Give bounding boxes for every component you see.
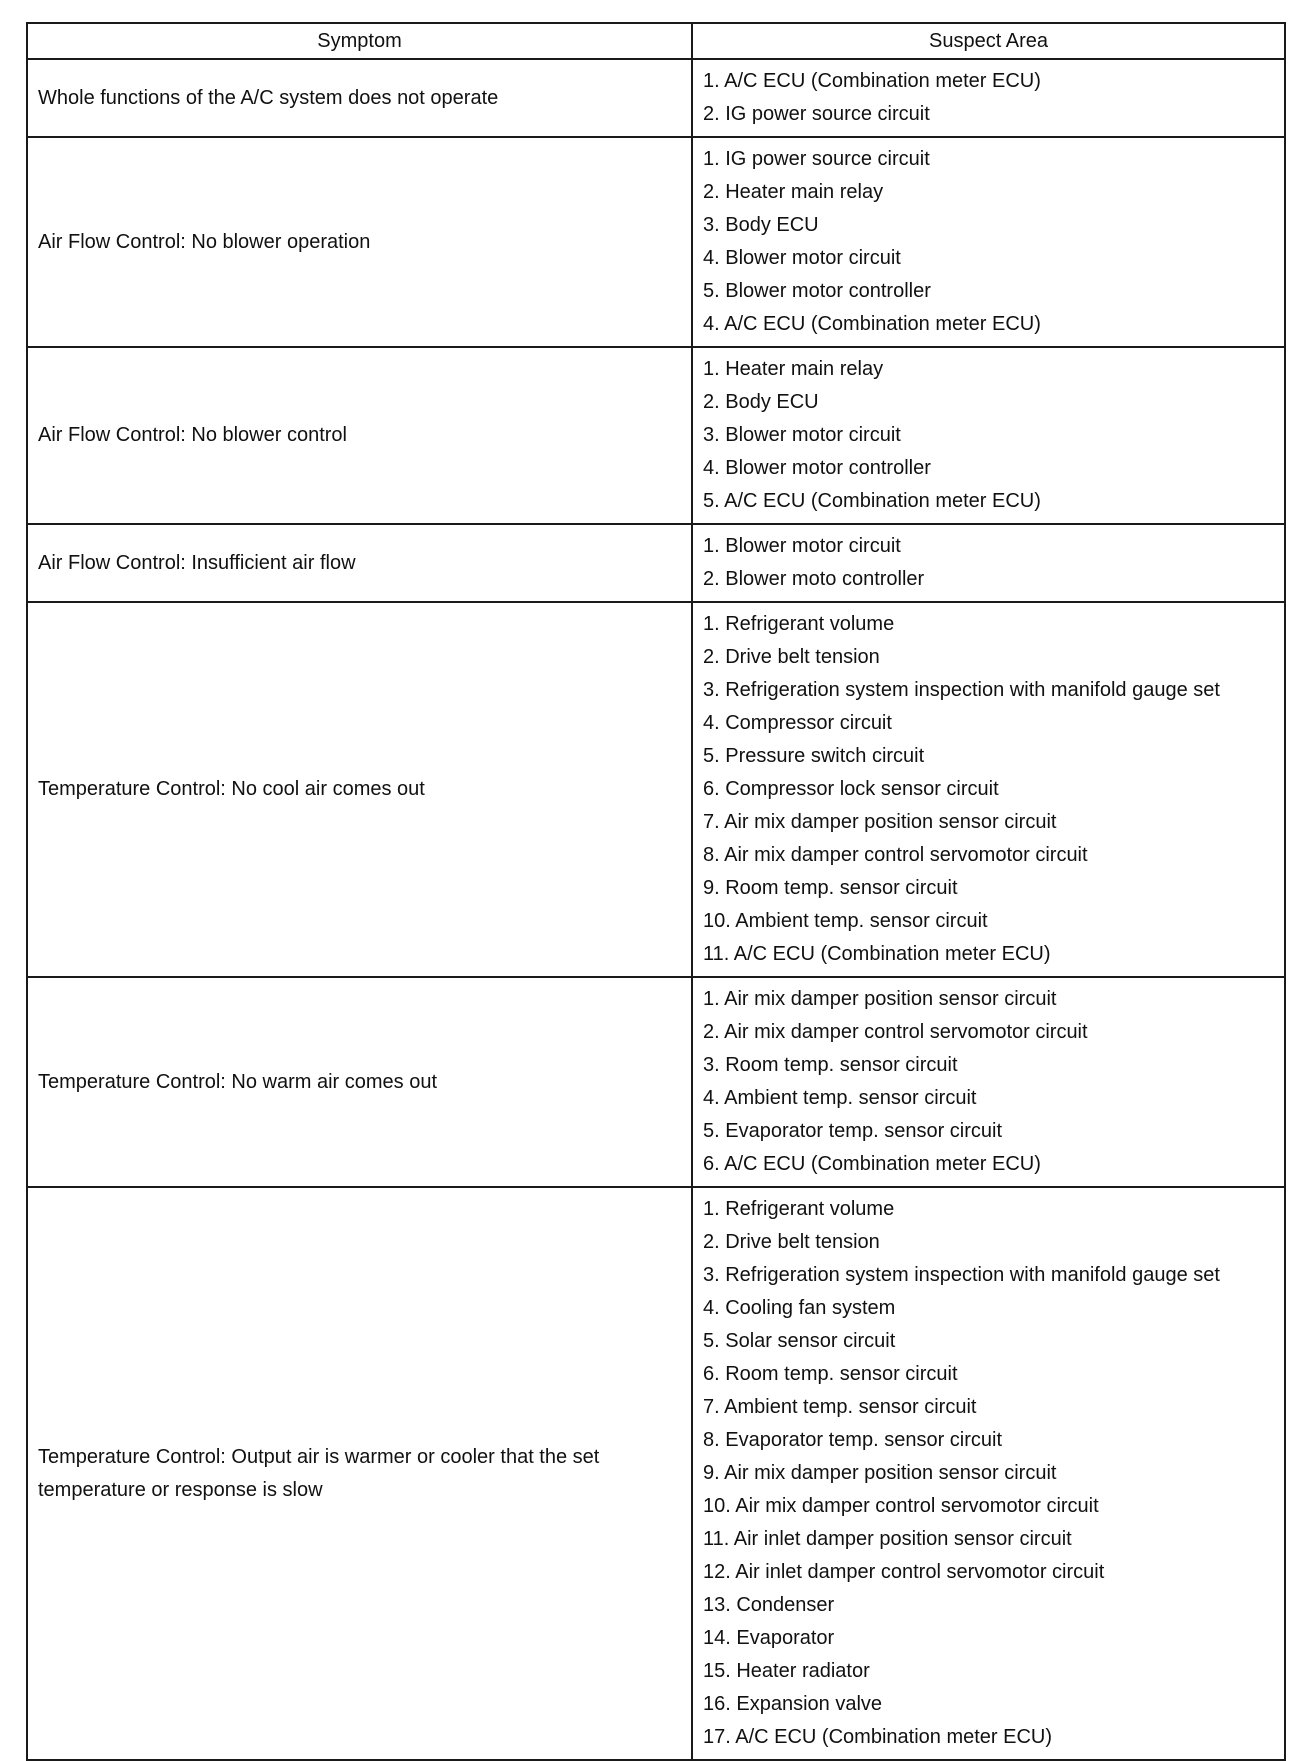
table-row xyxy=(27,59,1285,137)
suspect-area-item: 4. Ambient temp. sensor circuit xyxy=(703,1087,977,1109)
suspect-area-cell xyxy=(692,137,1285,347)
suspect-area-cell xyxy=(692,1187,1285,1760)
symptom-cell: Temperature Control: No warm air comes out xyxy=(27,977,692,1187)
table-body xyxy=(27,59,1285,1760)
suspect-area-item: 1. Heater main relay xyxy=(703,358,884,380)
suspect-area-item: 3. Refrigeration system inspection with manifold gauge set xyxy=(703,1264,1220,1286)
suspect-area-item: 4. Compressor circuit xyxy=(703,712,892,734)
suspect-area-item: 2. Heater main relay xyxy=(703,181,884,203)
suspect-area-item: 11. A/C ECU (Combination meter ECU) xyxy=(703,943,1051,965)
header-row xyxy=(27,23,1285,59)
suspect-area-item: 5. A/C ECU (Combination meter ECU) xyxy=(703,490,1041,512)
suspect-area-item: 2. Drive belt tension xyxy=(703,1231,880,1253)
symptom-column-header: Symptom xyxy=(27,23,692,59)
suspect-area-item: 12. Air inlet damper control servomotor circuit xyxy=(703,1561,1105,1583)
suspect-area-item: 1. Air mix damper position sensor circuit xyxy=(703,988,1057,1010)
troubleshooting-sheet xyxy=(26,22,1284,1761)
suspect-area-item: 1. A/C ECU (Combination meter ECU) xyxy=(703,70,1041,92)
suspect-area-item: 4. Cooling fan system xyxy=(703,1297,896,1319)
suspect-area-item: 2. Blower moto controller xyxy=(703,568,925,590)
symptom-cell: Air Flow Control: No blower operation xyxy=(27,137,692,347)
suspect-area-item: 6. Room temp. sensor circuit xyxy=(703,1363,958,1385)
suspect-area-item: 7. Air mix damper position sensor circuit xyxy=(703,811,1057,833)
suspect-area-item: 17. A/C ECU (Combination meter ECU) xyxy=(703,1726,1053,1748)
suspect-area-item: 3. Refrigeration system inspection with manifold gauge set xyxy=(703,679,1220,701)
suspect-area-item: 3. Body ECU xyxy=(703,214,819,236)
suspect-area-item: 5. Evaporator temp. sensor circuit xyxy=(703,1120,1003,1142)
suspect-area-item: 6. Compressor lock sensor circuit xyxy=(703,778,999,800)
suspect-area-item: 9. Room temp. sensor circuit xyxy=(703,877,958,899)
symptom-cell: Temperature Control: Output air is warmer or cooler that the set temperature or response is slow xyxy=(27,1187,692,1760)
suspect-area-item: 6. A/C ECU (Combination meter ECU) xyxy=(703,1153,1041,1175)
suspect-area-item: 5. Pressure switch circuit xyxy=(703,745,925,767)
suspect-area-item: 8. Evaporator temp. sensor circuit xyxy=(703,1429,1003,1451)
suspect-area-item: 2. Drive belt tension xyxy=(703,646,880,668)
suspect-area-item: 1. Refrigerant volume xyxy=(703,1198,895,1220)
table-row xyxy=(27,977,1285,1187)
suspect-area-item: 5. Solar sensor circuit xyxy=(703,1330,896,1352)
suspect-area-item: 1. Refrigerant volume xyxy=(703,613,895,635)
suspect-area-item: 11. Air inlet damper position sensor circuit xyxy=(703,1528,1072,1550)
suspect-area-item: 10. Ambient temp. sensor circuit xyxy=(703,910,988,932)
suspect-area-item: 4. Blower motor controller xyxy=(703,457,931,479)
table-row xyxy=(27,602,1285,977)
suspect-area-cell xyxy=(692,602,1285,977)
suspect-area-item: 14. Evaporator xyxy=(703,1627,835,1649)
suspect-area-item: 13. Condenser xyxy=(703,1594,835,1616)
symptom-cell: Temperature Control: No cool air comes out xyxy=(27,602,692,977)
suspect-area-cell xyxy=(692,347,1285,524)
suspect-area-cell xyxy=(692,59,1285,137)
suspect-area-item: 16. Expansion valve xyxy=(703,1693,883,1715)
suspect-area-column-header: Suspect Area xyxy=(692,23,1285,59)
table-row xyxy=(27,137,1285,347)
suspect-area-item: 8. Air mix damper control servomotor circuit xyxy=(703,844,1088,866)
suspect-area-cell xyxy=(692,977,1285,1187)
symptom-cell: Air Flow Control: Insufficient air flow xyxy=(27,524,692,602)
table-row xyxy=(27,347,1285,524)
symptom-cell: Air Flow Control: No blower control xyxy=(27,347,692,524)
symptom-cell: Whole functions of the A/C system does not operate xyxy=(27,59,692,137)
suspect-area-item: 3. Blower motor circuit xyxy=(703,424,901,446)
suspect-area-item: 1. IG power source circuit xyxy=(703,148,930,170)
suspect-area-item: 4. A/C ECU (Combination meter ECU) xyxy=(703,313,1041,335)
table-row xyxy=(27,1187,1285,1760)
suspect-area-item: 1. Blower motor circuit xyxy=(703,535,901,557)
table-row xyxy=(27,524,1285,602)
symptom-table xyxy=(26,22,1286,1761)
suspect-area-item: 7. Ambient temp. sensor circuit xyxy=(703,1396,977,1418)
suspect-area-item: 5. Blower motor controller xyxy=(703,280,931,302)
suspect-area-item: 9. Air mix damper position sensor circuit xyxy=(703,1462,1057,1484)
suspect-area-item: 4. Blower motor circuit xyxy=(703,247,901,269)
suspect-area-item: 15. Heater radiator xyxy=(703,1660,870,1682)
suspect-area-item: 3. Room temp. sensor circuit xyxy=(703,1054,958,1076)
suspect-area-item: 2. IG power source circuit xyxy=(703,103,930,125)
suspect-area-item: 10. Air mix damper control servomotor circuit xyxy=(703,1495,1099,1517)
suspect-area-item: 2. Body ECU xyxy=(703,391,819,413)
suspect-area-item: 2. Air mix damper control servomotor circuit xyxy=(703,1021,1088,1043)
suspect-area-cell xyxy=(692,524,1285,602)
